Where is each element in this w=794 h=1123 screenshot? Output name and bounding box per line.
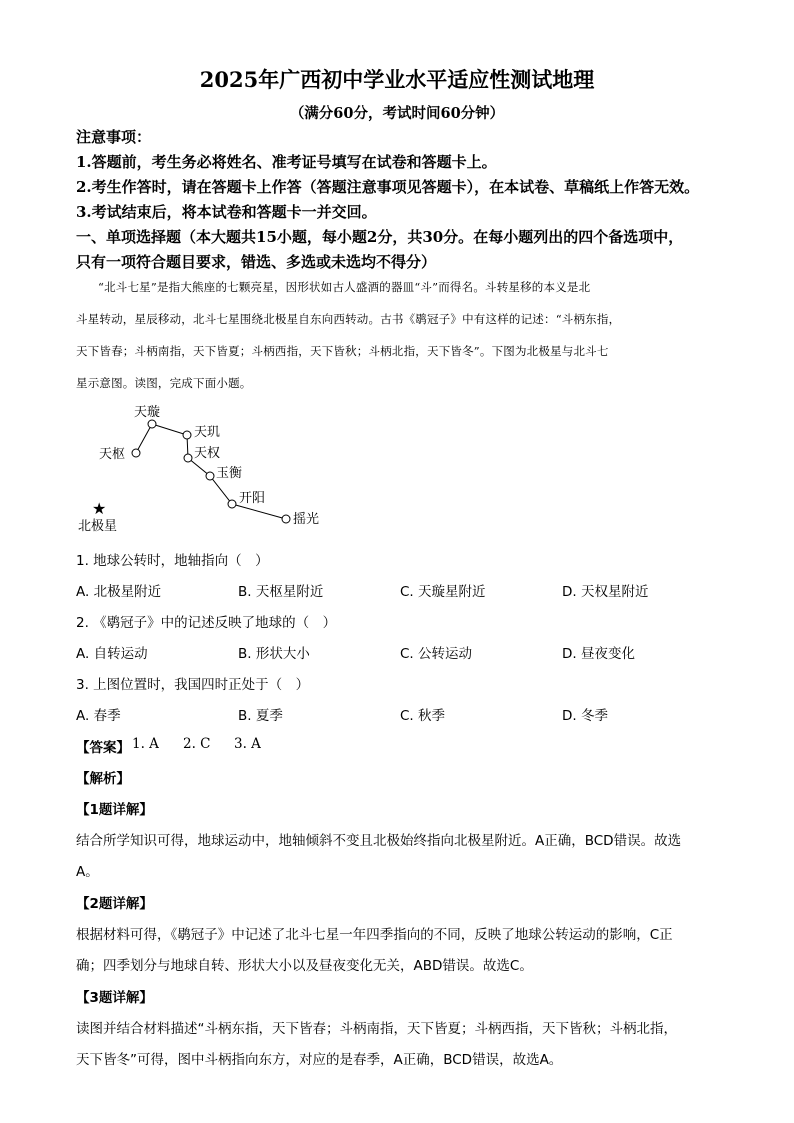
- star-yaoguang: [282, 515, 290, 523]
- star-tianji: [183, 431, 191, 439]
- option-b: B. 夏季: [238, 708, 283, 724]
- question-stem: 2. 《鹖冠子》中的记述反映了地球的（ ）: [76, 615, 337, 631]
- section-heading-cont: 只有一项符合题目要求，错选、多选或未选均不得分）: [76, 253, 437, 271]
- detail-line: 读图并结合材料描述“斗柄东指，天下皆春；斗柄南指，天下皆夏；斗柄西指，天下皆秋；斗柄北指，: [76, 1021, 677, 1037]
- answer-value: 1. A: [132, 736, 159, 752]
- option-c: C. 公转运动: [400, 646, 473, 662]
- polaris-star-icon: ★: [92, 499, 107, 518]
- label-tianquan: 天权: [194, 446, 221, 461]
- star-tianquan: [184, 454, 192, 462]
- detail-label: 【1题详解】: [76, 802, 153, 818]
- notice-item: 1.答题前，考生务必将姓名、准考证号填写在试卷和答题卡上。: [76, 153, 497, 171]
- label-polaris: 北极星: [78, 519, 118, 534]
- notice-heading: 注意事项：: [76, 128, 152, 146]
- label-tianji: 天玑: [194, 425, 221, 440]
- detail-line: 结合所学知识可得，地球运动中，地轴倾斜不变且北极始终指向北极星附近。A正确，BCD错误。故选: [76, 833, 682, 849]
- option-c: C. 天璇星附近: [400, 584, 486, 600]
- notice-item: 2.考生作答时，请在答题卡上作答（答题注意事项见答题卡），在本试卷、草稿纸上作答无效。: [76, 178, 700, 196]
- answer-label: 【答案】: [76, 740, 130, 756]
- page-subtitle: （满分60分，考试时间60分钟）: [289, 105, 505, 122]
- analysis-label: 【解析】: [76, 771, 130, 787]
- option-c: C. 秋季: [400, 708, 446, 724]
- detail-label: 【3题详解】: [76, 990, 153, 1006]
- option-a: A. 北极星附近: [76, 584, 162, 600]
- star-tianxuan: [148, 420, 156, 428]
- label-kaiyang: 开阳: [239, 491, 266, 506]
- option-d: D. 冬季: [562, 708, 608, 724]
- section-heading: 一、单项选择题（本大题共15小题，每小题2分，共30分。在每小题列出的四个备选项中，: [76, 228, 684, 246]
- label-tianshu: 天枢: [99, 447, 126, 462]
- answer-value: 2. C: [183, 736, 211, 752]
- detail-line: 确；四季划分与地球自转、形状大小以及昼夜变化无关，ABD错误。故选C。: [76, 958, 533, 974]
- passage-line: 斗星转动，星辰移动，北斗七星围绕北极星自东向西转动。古书《鹖冠子》中有这样的记述：“斗柄东指，: [76, 312, 621, 326]
- notice-item: 3.考试结束后，将本试卷和答题卡一并交回。: [76, 203, 377, 221]
- big-dipper-diagram: [70, 398, 340, 538]
- detail-label: 【2题详解】: [76, 896, 153, 912]
- star-tianshu: [132, 449, 140, 457]
- question-stem: 3. 上图位置时，我国四时正处于（ ）: [76, 677, 310, 693]
- star-kaiyang: [228, 500, 236, 508]
- option-b: B. 天枢星附近: [238, 584, 324, 600]
- passage-line: 星示意图。读图，完成下面小题。: [76, 376, 252, 390]
- option-b: B. 形状大小: [238, 646, 310, 662]
- page-title: 2025年广西初中学业水平适应性测试地理: [199, 67, 595, 92]
- detail-line: 根据材料可得，《鹖冠子》中记述了北斗七星一年四季指向的不同，反映了地球公转运动的影响，C正: [76, 927, 673, 943]
- passage-line: 天下皆春；斗柄南指，天下皆夏；斗柄西指，天下皆秋；斗柄北指，天下皆冬”。下图为北极星与北斗七: [76, 344, 609, 358]
- question-stem: 1. 地球公转时，地轴指向（ ）: [76, 553, 269, 569]
- detail-line: A。: [76, 864, 99, 880]
- option-d: D. 昼夜变化: [562, 646, 635, 662]
- option-d: D. 天权星附近: [562, 584, 649, 600]
- passage-line: “北斗七星”是指大熊座的七颗亮星，因形状如古人盛酒的器皿“斗”而得名。斗转星移的本义是北: [98, 280, 591, 294]
- star-yuheng: [206, 472, 214, 480]
- detail-line: 天下皆冬”可得，图中斗柄指向东方，对应的是春季，A正确，BCD错误，故选A。: [76, 1052, 563, 1068]
- answer-value: 3. A: [234, 736, 261, 752]
- option-a: A. 春季: [76, 708, 121, 724]
- label-yaoguang: 摇光: [293, 512, 320, 527]
- option-a: A. 自转运动: [76, 646, 148, 662]
- label-yuheng: 玉衡: [216, 466, 243, 481]
- label-tianxuan: 天璇: [134, 405, 161, 420]
